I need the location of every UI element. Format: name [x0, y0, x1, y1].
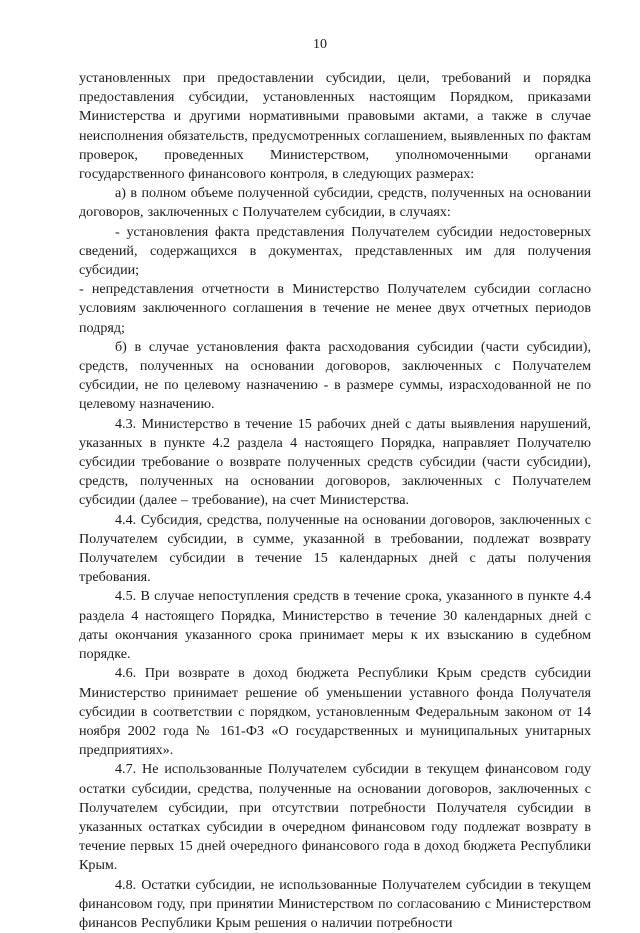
- paragraph-4-4: 4.4. Субсидия, средства, полученные на основании договоров, заключенных с Получателем субсидии, в сумме, указанной в требовании, подлежат возврату Получателем субсидии в течение 15 календарных дней с даты получения требования.: [79, 511, 591, 586]
- paragraph-dash-item: - непредставления отчетности в Министерство Получателем субсидии согласно условиям заключенного соглашения в течение не менее двух отчетных периодов подряд;: [79, 281, 591, 336]
- paragraph-continuation: установленных при предоставлении субсидии, цели, требований и порядка предоставления субсидии, установленных настоящим Порядком, приказами Министерства и другими нормативными правовыми актами, а также в случае неисполнения обязательств, предусмотренных соглашением, выявленных по фактам проверок, проведенных Министерством, уполномоченными органами государственного финансового контроля, в следующих размерах:: [79, 70, 591, 183]
- paragraph-4-8: 4.8. Остатки субсидии, не использованные Получателем субсидии в текущем финансовом году, при принятии Министерством по согласованию с Министерством финансов Республики Крым решения о наличии потребности: [79, 876, 591, 931]
- paragraph-clause-a: а) в полном объеме полученной субсидии, средств, полученных на основании договоров, заключенных с Получателем субсидии, в случаях:: [79, 185, 591, 221]
- paragraph-4-3: 4.3. Министерство в течение 15 рабочих дней с даты выявления нарушений, указанных в пункте 4.2 раздела 4 настоящего Порядка, направляет Получателю субсидии требование о возврате полученных средств субсидии (части субсидии), средств, полученных на основании договоров, заключенных с Получателем субсидии (далее – требование), на счет Министерства.: [79, 415, 591, 509]
- paragraph-4-5: 4.5. В случае непоступления средств в течение срока, указанного в пункте 4.4 раздела 4 настоящего Порядка, Министерство в течение 30 календарных дней с даты окончания указанного срока принимает меры к их взысканию в судебном порядке.: [79, 588, 591, 663]
- paragraph-dash-item: - установления факта представления Получателем субсидии недостоверных сведений, содержащихся в документах, представленных им для получения субсидии;: [79, 223, 591, 279]
- paragraph-4-7: 4.7. Не использованные Получателем субсидии в текущем финансовом году остатки субсидии, средства, полученные на основании договоров, заключенных с Получателем субсидии, при отсутствии потребности Получателя субсидии в указанных остатках субсидии в очередном финансовом году подлежат возврату в течение первых 15 дней очередного финансового года в доход бюджета Республики Крым.: [79, 761, 591, 874]
- document-body: [79, 69, 591, 933]
- page-number: 10: [313, 37, 327, 52]
- paragraph-clause-b: б) в случае установления факта расходования субсидии (части субсидии), средств, полученных на основании договоров, заключенных с Получателем субсидии, не по целевому назначению - в размере суммы, израсходованной не по целевому назначению.: [79, 338, 591, 413]
- paragraph-4-6: 4.6. При возврате в доход бюджета Республики Крым средств субсидии Министерство принимает решение об уменьшении уставного фонда Получателя субсидии в соответствии с порядком, установленным Федеральным законом от 14 ноября 2002 года № 161-ФЗ «О государственных и муниципальных унитарных предприятиях».: [79, 665, 591, 759]
